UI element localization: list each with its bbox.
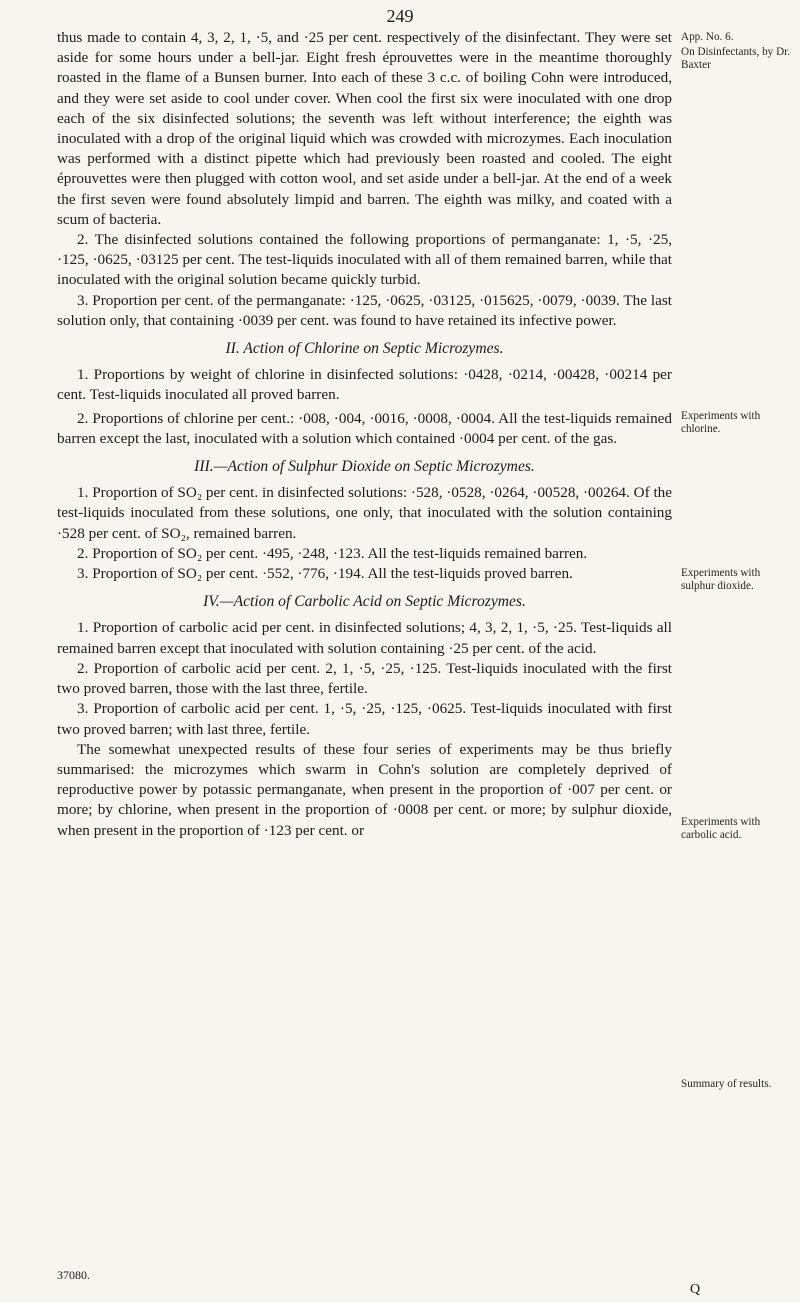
- body-text: [57, 28, 672, 841]
- chlorine-heading: II. Action of Chlorine on Septic Microzymes.: [225, 340, 504, 358]
- permanganate-item-2: 2. The disinfected solutions contained the following proportions of permanganate: 1, ·5, ·25, ·125, ·0625, ·03125 per cent. The test-liquids inoculated with all of them remained barren, while that inoculated with the original solution became quickly turbid.: [57, 231, 672, 289]
- carbolic-item-1: 1. Proportion of carbolic acid per cent. in disinfected solutions; 4, 3, 2, 1, ·5, ·25. Test-liquids all remained barren except that inoculated with solution containing ·25 per cent. of the acid.: [57, 619, 672, 657]
- sulphur-item-3: 3. Proportion of SO₂ per cent. ·552, ·776, ·194. All the test-liquids proved barren.: [77, 565, 573, 583]
- permanganate-item-3: 3. Proportion per cent. of the permanganate: ·125, ·0625, ·03125, ·015625, ·0079, ·0039. The last solution only, that containing ·0039 per cent. was found to have retained its infective power.: [57, 291, 672, 329]
- margin-note-carbolic: Experiments with carbolic acid.: [681, 816, 761, 841]
- signature-mark: Q: [690, 1282, 701, 1297]
- page-number: 249: [386, 6, 414, 26]
- margin-note-sulphur: Experiments with sulphur dioxide.: [681, 567, 761, 592]
- margin-appendix-ref: App. No. 6.: [681, 31, 734, 43]
- sulphur-heading: III.—Action of Sulphur Dioxide on Septic Microzymes.: [194, 458, 535, 476]
- carbolic-item-3: 3. Proportion of carbolic acid per cent. 1, ·5, ·25, ·125, ·0625. Test-liquids inoculated with first two proved barren; with last three, fertile.: [57, 700, 672, 738]
- chlorine-item-2: 2. Proportions of chlorine per cent.: ·008, ·004, ·0016, ·0008, ·0004. All the test-liquids remained barren except the last, inoculated with a solution which contained ·0004 per cent. of the gas.: [57, 409, 672, 447]
- margin-note-chlorine: Experiments with chlorine.: [681, 410, 761, 435]
- carbolic-heading: IV.—Action of Carbolic Acid on Septic Microzymes.: [203, 593, 526, 611]
- sulphur-item-2: 2. Proportion of SO₂ per cent. ·495, ·248, ·123. All the test-liquids remained barren.: [77, 544, 588, 562]
- sulphur-item-1: 1. Proportion of SO₂ per cent. in disinfected solutions: ·528, ·0528, ·0264, ·00528, ·00264. Of the test-liquids inoculated from these solutions, one only, that inoculated with the solution containing ·528 per cent. of SO₂, remained barren.: [57, 484, 672, 542]
- results-summary: The somewhat unexpected results of these four series of experiments may be thus briefly summarised: the microzymes which swarm in Cohn's solution are completely deprived of reproductive power by potassic permanganate, when present in the proportion of ·007 per cent. or more; by chlorine, when present in the proportion of ·0008 per cent. or more; by sulphur dioxide, when present in the proportion of ·123 per cent. or: [57, 740, 672, 839]
- carbolic-item-2: 2. Proportion of carbolic acid per cent. 2, 1, ·5, ·25, ·125. Test-liquids inoculated with the first two proved barren, those with the last three, fertile.: [57, 659, 672, 698]
- printer-code: 37080.: [57, 1268, 90, 1282]
- chlorine-item-1: 1. Proportions by weight of chlorine in disinfected solutions: ·0428, ·0214, ·00428, ·00214 per cent. Test-liquids inoculated all proved barren.: [57, 366, 672, 404]
- margin-running-title: On Disinfectants, by Dr. Baxter: [681, 46, 791, 71]
- intro-paragraph: thus made to contain 4, 3, 2, 1, ·5, and ·25 per cent. respectively of the disinfectant. They were set aside for some hours under a bell-jar. Eight fresh éprouvettes were in the meantime thoroughly roasted in the flame of a Bunsen burner. Into each of these 3 c.c. of boiling Cohn were introduced, and they were set aside to cool under cover. When cool the first six were inoculated with one drop each of the six disinfected solutions; the seventh was left without interference; the eighth was inoculated with a drop of the original liquid which was crowded with microzymes. Each inoculation was performed with a distinct pipette which had previously been roasted and cooled. The eight éprouvettes were then plugged with cotton wool, and set aside under a bell-jar. At the end of a week the first seven were found absolutely limpid and barren. The eighth was milky, and coated with a scum of bacteria.: [57, 29, 672, 228]
- margin-note-summary: Summary of results.: [681, 1078, 772, 1090]
